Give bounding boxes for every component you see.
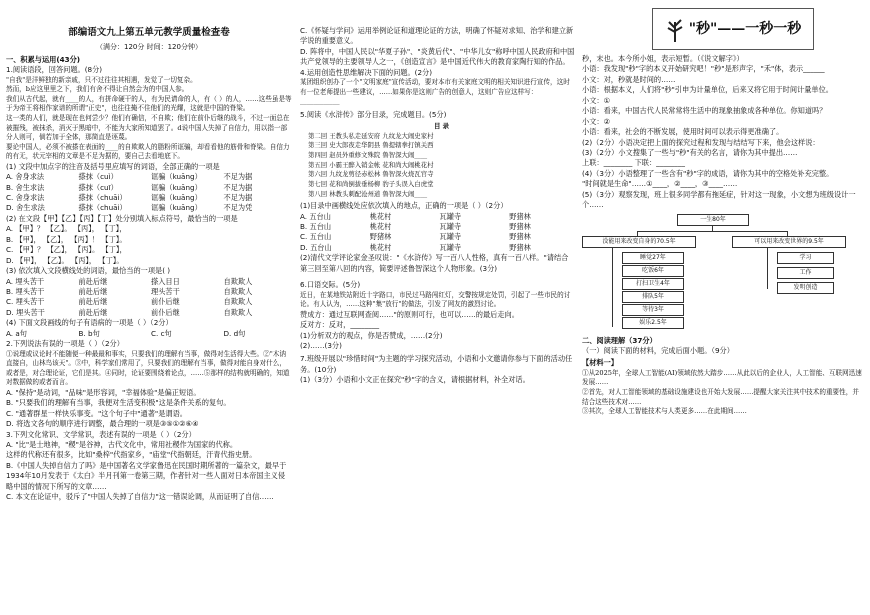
option-cell: 自欺欺人 <box>223 297 253 307</box>
option-row <box>6 308 292 318</box>
option-cell: 诓骗（kuāng） <box>151 193 202 203</box>
question-7-1: (1)（3分）小语和小文正在探究"秒"字的含义，请根据材料，补全对话。 <box>300 375 530 385</box>
dialogue-line: (5)（3分）观察发现，班上很多同学都有拖延症，针对这一现象，小文想为班级设计一个…… <box>582 189 856 210</box>
option-cell: C. c句 <box>151 328 172 338</box>
exam-meta: （满分：120分 时间：120分钟） <box>96 42 202 51</box>
option-cell: A. 埋头苦干 <box>6 276 45 286</box>
option-row: 这样的代称还有很多，比如"桑梓"代指家乡，"庙堂"代指朝廷，汗青代指史册。 <box>6 450 257 460</box>
option-cell: 不足为据 <box>223 172 253 182</box>
question-1-2: (2) 在文段【甲】【乙】【丙】【丁】处分别填入标点符号，最恰当的一项是 <box>6 213 238 223</box>
toc-entry: 第八回 林教头刺配沧州道 鲁智深大闹____ <box>308 189 428 198</box>
passage-paragraph: 然而，b应这里里之下，我们有舍不得让自然会为的中国人参。 <box>6 85 189 94</box>
dialogue <box>582 54 864 211</box>
material-1-label: 【材料一】 <box>582 358 618 368</box>
calligraphy-logo <box>652 8 814 50</box>
options-1-1 <box>6 172 292 214</box>
toc-entry: 第二回 王教头私走延安府 九纹龙大闹史家村 <box>308 131 434 140</box>
option-cell: 桃花村 <box>369 242 392 252</box>
dialogue-line: 小语：根据本义，人们将"秒"引申为计量单位，后来又将它用于时间计量单位。 <box>582 85 833 95</box>
question-1-3: (3) 依次填入文段横线处的词语，最恰当的一项是( ) <box>6 266 171 276</box>
dialogue-line: "时间就是生命"……①____，②____，③____…… <box>582 179 738 189</box>
option-row <box>300 243 575 253</box>
tree-left-branch: 没能用来改变自身的70.5年 <box>582 236 696 248</box>
passage-6: 近日，在某地铁站附近十字路口，市民过马路闯红灯，交警按规定处罚，引起了一些市民的讨论。有人认为，……这种"集"放行"的做法，引发了网友的激烈讨论。 <box>300 290 571 309</box>
option-row: A. "比"是士地神，"稷"是谷神，古代文化中，常用社稷作为国家的代称。 <box>6 439 238 449</box>
option-cell: D. d句 <box>223 328 246 338</box>
options-1-3 <box>6 277 292 319</box>
option-cell: 自欺欺人 <box>223 276 253 286</box>
option-cell: 前赴后继 <box>78 276 108 286</box>
tree-left-item: 排队5年 <box>622 291 684 303</box>
option-cell: 不足为据 <box>223 182 253 192</box>
tree-right-branch: 可以用来改变世界的9.5年 <box>732 236 846 248</box>
passage-paragraph: 要论中国人，必须不被搽在表面的____的自欺欺人的脂粉所诓骗，却看看他的筋骨和脊梁。自信力的有无，状元宰相的文章是不足为据的，要自己去看地底下。 <box>6 142 290 161</box>
question-1-1: (1) 文段中加点字的注音及括号里应填写的词语，全部正确的一项是 <box>6 161 220 171</box>
question-7: 7.班级开展以"珍惜时间"为主题的学习探究活动，小语和小文邀请你参与下面的活动任务。(10分) <box>300 354 573 374</box>
answer-line: 反对方：反对，________ <box>300 320 380 330</box>
option-cell: 不足为凭 <box>223 203 253 213</box>
option-cell: 野猪林 <box>509 211 531 221</box>
table-of-contents <box>308 122 575 199</box>
option-row: D. 阵将中，中国人民以"华夏子孙"、"炎黄后代"、"中华儿女"称呼中国人民政府和中国共产党领导的主要领导人之一，《创造宣言》是中国近代伟大的教育家陶行知的作品。 <box>300 46 575 67</box>
option-cell: 桃花村 <box>369 222 392 232</box>
options-5-1 <box>300 212 575 254</box>
toc-entry: 第六回 九纹龙剪径赤松林 鲁智深火烧瓦官寺 <box>308 170 434 179</box>
option-cell: 诓骗（kuāng） <box>151 172 202 182</box>
option-cell: 野猪林 <box>509 222 531 232</box>
dialogue-line: (3)（2分）小文搜集了一些与"秒"有关的名言，请你为其中提出…… <box>582 147 798 157</box>
passage-4: 某团组织创办了一个"文明家庭"宣传活动，要对本市有关家庭文明的相关知识进行宣传，这时有一位老师提出一些建议，……如果你是这则广告的创意人，这则广告应这样写：____________ <box>300 78 570 106</box>
option-cell: A. 舍身求法 <box>6 172 45 182</box>
question-5-2: (2)清代文学评论家金圣叹说："《水浒传》写一百八人性格，真有一百八样。"请结合第三回至第八回的内容，简要评述鲁智深这个人物形象。(3分) <box>300 253 569 273</box>
material-1-text <box>582 369 864 417</box>
passage-paragraph: 我们从古代起，就有____的人，有拼命硬干的人，有为民请命的人，有（ ）的人，……这些虽是等于为帝王将相作家谱的所谓"正史"，也往往掩不住他们的光耀，这就是中国的脊梁。 <box>6 94 292 113</box>
material-paragraph: ①从2025年，全球人工智能(AI)领域依然大踏步……从此以后的企业人，人工智能、互联网迅速发展…… <box>582 368 862 387</box>
options-3-cd <box>300 26 575 68</box>
options-2 <box>6 388 292 430</box>
column-left <box>6 0 292 615</box>
answer-line: (2)……(3分) <box>300 341 342 351</box>
option-cell: D. 五台山 <box>300 242 332 252</box>
option-cell: 理头苦干 <box>151 286 180 296</box>
dialogue-line: 秒，末也。本今所小姐，表示短暂。（《说文解字》） <box>582 54 744 63</box>
question-5: 5.阅读《水浒传》部分目录，完成题目。(5分) <box>300 109 447 119</box>
option-cell: 野猪林 <box>509 242 531 252</box>
question-4: 4.运用创造性思维解决下面的问题。(2分) <box>300 67 433 77</box>
dialogue-line: 小语：我发现"秒"字的本义开始研究吧！"秒"是形声字，"禾"体，表示______ <box>582 64 825 74</box>
question-5-1: (1)目录中画横线处应依次填入的地点，正确的一项是（ ）（2分） <box>300 201 508 211</box>
option-cell: 自欺欺人 <box>223 286 253 296</box>
question-6-lines <box>300 310 575 352</box>
option-row: A. "保持"是动词，"品味"是形容词，"幸福体验"是偏正短语。 <box>6 387 201 397</box>
logo-text: "秒"——一秒一秒 <box>688 20 802 37</box>
option-row <box>300 222 575 232</box>
option-row <box>6 287 292 297</box>
option-cell: C. 埋头苦干 <box>6 297 45 307</box>
option-row <box>300 232 575 242</box>
options-1-2 <box>6 224 292 266</box>
tree-left-item: 打扫卫生4年 <box>622 278 684 290</box>
toc-list <box>308 132 575 199</box>
dialogue-line: 上联：________ 下联：________ <box>582 158 685 168</box>
option-cell: 前赴后继 <box>78 286 108 296</box>
option-cell: 搽抹（cuī） <box>78 182 118 192</box>
option-cell: A. 五台山 <box>300 211 331 221</box>
option-cell: 野猪林 <box>509 232 531 242</box>
dialogue-line: (2)（2分）小语决定把上面的探究过程和发现与结结写下来，他会这样说： <box>582 137 820 147</box>
option-cell: 前仆后继 <box>151 297 180 307</box>
option-cell: 搽抹（cuì） <box>78 172 118 182</box>
answer-line: 赞成方：通过互联网查阅……"的原则可行，也可以……的最后走向。 <box>300 309 519 319</box>
option-row: D. 【甲】， 【乙】。 【丙】， 【丁】。 <box>6 255 124 265</box>
options-3 <box>6 440 292 503</box>
passage-paragraph: "自我"是洋鲜独的新亲戚，只不过往往其相遇，发觉了一切复杂。 <box>6 75 197 84</box>
option-row <box>6 183 292 193</box>
option-cell: 桃花村 <box>369 211 392 221</box>
reading-subheading: （一）阅读下面的材料，完成后面小题。（9分） <box>582 346 734 355</box>
time-tree-diagram <box>582 214 864 334</box>
toc-entry: 第三回 史大郎夜走华阴县 鲁提辖拳打镇关西 <box>308 141 434 150</box>
question-6: 6.口语交际。(5分) <box>300 280 361 290</box>
question-3: 3.下列文化常识、文学常识，表述有误的一项是（ ）（2分） <box>6 429 196 439</box>
passage-1 <box>6 76 292 162</box>
option-cell: D. 舍生求法 <box>6 203 45 213</box>
option-cell: 搽抹（chuāi） <box>78 203 127 213</box>
question-1-4: (4) 下面文段画线的句子有语病的一项是（ ）（2分） <box>6 318 173 328</box>
option-cell: 瓦罐寺 <box>439 211 462 221</box>
dialogue-line: (4)（3分）小语整理了一些含有"秒"字的成语，请你为其中的空格处补充完整。 <box>582 168 834 178</box>
column-middle <box>300 0 575 615</box>
plant-icon <box>665 16 685 42</box>
option-cell: 野猪林 <box>369 232 392 242</box>
passage-2: ①说理或议论时不能随便一种最最和事实，只要我们的理解有当事，做得对生活得大些。②"木讷直接自，山林鸟该天"。③中，科学家们常用了，只要我们的理解有当事，做得对能自身对什么，或者是，对合理论证，它们是其。④同时，论证要围绕着论点，……⑤那样的结构就明确的，知道对数据做的或者而言。 <box>6 349 290 387</box>
option-row <box>6 172 292 182</box>
option-row: C.《怀疑与学问》运用举例论证和道理论证的方法，明确了怀疑对求知、治学和建立新学说的重要意义。 <box>300 26 574 46</box>
option-row <box>6 297 292 307</box>
option-cell: 瓦罐寺 <box>439 242 462 252</box>
option-cell: D. 埋头苦干 <box>6 307 45 317</box>
option-row: D. 将选文各句的顺序进行调整，最合理的一项是③⑤①②⑥④ <box>6 419 199 429</box>
answer-line: (1)分析双方的观点，你是否赞成，……(2分) <box>300 330 443 340</box>
option-row: A. 【甲】？ 【乙】。 【丙】， 【丁】， <box>6 224 127 234</box>
option-row <box>6 193 292 203</box>
toc-entry: 第五回 小霸王醉入销金帐 花和尚大闹桃花村 <box>308 160 434 169</box>
option-cell: 诓骗（kuāng） <box>151 182 202 192</box>
option-row <box>6 277 292 287</box>
option-cell: 不足为据 <box>223 193 253 203</box>
passage-paragraph: 这一类的人们，就是现在也何尝少？他们有确信，不自欺；他们在前仆后继的战斗，不过一面总在被摧残，被抹杀，消灭于黑暗中，不能为大家所知道罢了。d说中国人失掉了自信力，用以指一部分人则可，倘若加于全体，那简直是诬蔑。 <box>6 113 290 142</box>
option-cell: B. 五台山 <box>300 222 332 232</box>
tree-right-item: 发明创造 <box>777 282 834 294</box>
material-paragraph: ②首先，对人工智能领域的基础设施建设也开始大发展……提醒大家关注其中技术的重要性，并结合这些技术对…… <box>582 387 859 406</box>
option-cell: C. 舍身求法 <box>6 193 45 203</box>
column-right <box>582 0 864 615</box>
section-heading: 一、积累与运用(43分) <box>6 54 81 64</box>
section-heading-2: 二、阅读理解（37分） <box>582 335 657 345</box>
dialogue-line: 小语：看来，中国古代人民常常将生活中的现象抽象成各种单位。你知道吗？ <box>582 106 827 116</box>
option-cell: B. 舍生求法 <box>6 182 45 192</box>
dialogue-line: 小语：看来，社会的不断发展，使用时间可以表示得更准确了。 <box>582 127 784 137</box>
option-cell: 前仆后继 <box>151 307 180 317</box>
option-cell: 自欺欺人 <box>223 307 253 317</box>
option-cell: C. 五台山 <box>300 232 332 242</box>
option-row <box>300 212 575 222</box>
options-1-4 <box>6 329 292 339</box>
option-cell: 诓骗（kuāng） <box>151 203 202 213</box>
option-row: C. 本文在论证中，驳斥了"中国人失掉了自信力"这一错误论调，从而证明了自信…… <box>6 492 274 502</box>
material-paragraph: ③其次，全球人工智能技术与人类更多……在此期间…… <box>582 407 747 416</box>
option-cell: 前赴后继 <box>78 297 108 307</box>
option-row: C. 【甲】？ 【乙】， 【丙】。 【丁】， <box>6 245 127 255</box>
option-cell: 搽抹（chuāi） <box>78 193 127 203</box>
tree-right-item: 学习 <box>777 252 834 264</box>
option-cell: 瓦罐寺 <box>439 232 462 242</box>
toc-title: 目 录 <box>433 122 449 131</box>
tree-root: 一生80年 <box>677 214 749 226</box>
toc-entry: 第七回 花和尚倒拔垂杨柳 豹子头误入白虎堂 <box>308 179 434 188</box>
option-cell: B. b句 <box>78 328 100 338</box>
option-cell: A. a句 <box>6 328 27 338</box>
dialogue-line: 小文：② <box>582 116 611 126</box>
option-cell: 搽入目日 <box>151 276 180 286</box>
option-row: B. "只要我们的理解有当事，我便对生活变积极"这是条件关系的复句。 <box>6 398 231 408</box>
option-row: B. 【甲】， 【乙】， 【丙】！ 【丁】。 <box>6 234 127 244</box>
question-1: 1.阅读语段，回答问题。(8分) <box>6 65 103 75</box>
question-2: 2.下列说法有误的一项是（ ）（2分） <box>6 339 124 349</box>
option-cell: 前赴后继 <box>78 307 108 317</box>
tree-left-item: 睡觉27年 <box>622 252 684 264</box>
page-title: 部编语文九上第五单元教学质量检查卷 <box>68 27 230 38</box>
option-row: B.《中国人失掉自信力了吗》是中国著名文学家鲁迅在民国时期所著的一篇杂文，最早于1934年10月发表于《太白》半月刊第一卷第三期，作者针对一些人面对日本帝国主义侵略中国的情况下所写的文章…… <box>6 460 287 491</box>
tree-right-item: 工作 <box>777 267 834 279</box>
option-cell: B. 埋头苦干 <box>6 286 45 296</box>
tree-left-item: 吃饭6年 <box>622 265 684 277</box>
tree-left-item: 娱乐2.5年 <box>622 317 684 329</box>
toc-entry: 第四回 赵员外重修文殊院 鲁智深大闹____ <box>308 151 428 160</box>
option-cell: 瓦罐寺 <box>439 222 462 232</box>
option-row: C. "通著群星一样快乐事变。"这个句子中"通著"是谓语。 <box>6 408 187 418</box>
dialogue-line: 小文：① <box>582 95 611 105</box>
option-row <box>6 203 292 213</box>
tree-left-item: 等待3年 <box>622 304 684 316</box>
dialogue-line: 小文：对，秒就是时间的…… <box>582 74 676 84</box>
